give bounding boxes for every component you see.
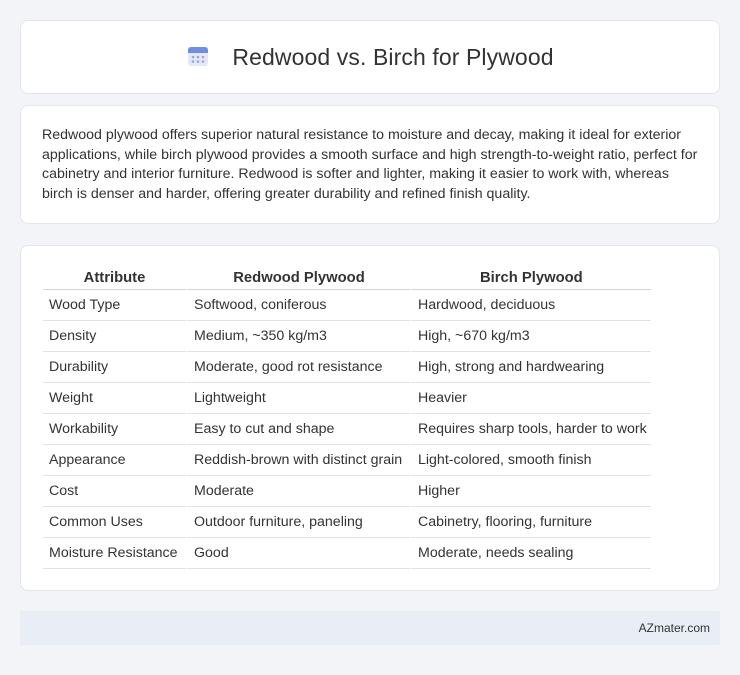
attribute-cell: Density bbox=[43, 321, 186, 352]
page-title: Redwood vs. Birch for Plywood bbox=[232, 43, 554, 70]
birch-cell: High, ~670 kg/m3 bbox=[410, 321, 651, 352]
comparison-card bbox=[20, 245, 720, 591]
comparison-table bbox=[43, 265, 651, 569]
table-header-row bbox=[43, 265, 651, 290]
summary-text: Redwood plywood offers superior natural resistance to moisture and decay, making it ideal for exterior applications, while birch plywood provides a smooth surface and high strength-to-weight ratio, perfect for cabinetry and interior furniture. Redwood is softer and lighter, making it easier to work with, whereas birch is denser and harder, offering greater durability and refined finish quality. bbox=[42, 127, 698, 202]
table-row bbox=[43, 476, 651, 507]
header-attribute: Attribute bbox=[43, 265, 186, 290]
table-row bbox=[43, 321, 651, 352]
calendar-icon bbox=[186, 44, 210, 68]
table-row bbox=[43, 383, 651, 414]
header-birch: Birch Plywood bbox=[410, 265, 651, 290]
table-row bbox=[43, 445, 651, 476]
redwood-cell: Softwood, coniferous bbox=[186, 290, 410, 321]
attribute-cell: Wood Type bbox=[43, 290, 186, 321]
summary-card bbox=[20, 105, 720, 224]
birch-cell: Higher bbox=[410, 476, 651, 507]
redwood-cell: Moderate bbox=[186, 476, 410, 507]
table-row bbox=[43, 290, 651, 321]
redwood-cell: Good bbox=[186, 538, 410, 569]
table-row bbox=[43, 414, 651, 445]
birch-cell: Hardwood, deciduous bbox=[410, 290, 651, 321]
attribute-cell: Appearance bbox=[43, 445, 186, 476]
birch-cell: Cabinetry, flooring, furniture bbox=[410, 507, 651, 538]
attribute-cell: Common Uses bbox=[43, 507, 186, 538]
redwood-cell: Outdoor furniture, paneling bbox=[186, 507, 410, 538]
footer-bar bbox=[20, 611, 720, 645]
table-row bbox=[43, 352, 651, 383]
attribute-cell: Cost bbox=[43, 476, 186, 507]
table-row bbox=[43, 507, 651, 538]
redwood-cell: Lightweight bbox=[186, 383, 410, 414]
attribute-cell: Weight bbox=[43, 383, 186, 414]
header-redwood: Redwood Plywood bbox=[186, 265, 410, 290]
redwood-cell: Easy to cut and shape bbox=[186, 414, 410, 445]
birch-cell: High, strong and hardwearing bbox=[410, 352, 651, 383]
attribute-cell: Moisture Resistance bbox=[43, 538, 186, 569]
birch-cell: Requires sharp tools, harder to work bbox=[410, 414, 651, 445]
birch-cell: Heavier bbox=[410, 383, 651, 414]
redwood-cell: Reddish-brown with distinct grain bbox=[186, 445, 410, 476]
table-row bbox=[43, 538, 651, 569]
title-card bbox=[20, 20, 720, 94]
birch-cell: Moderate, needs sealing bbox=[410, 538, 651, 569]
birch-cell: Light-colored, smooth finish bbox=[410, 445, 651, 476]
redwood-cell: Moderate, good rot resistance bbox=[186, 352, 410, 383]
footer-brand: AZmater.com bbox=[638, 621, 710, 635]
attribute-cell: Workability bbox=[43, 414, 186, 445]
redwood-cell: Medium, ~350 kg/m3 bbox=[186, 321, 410, 352]
attribute-cell: Durability bbox=[43, 352, 186, 383]
